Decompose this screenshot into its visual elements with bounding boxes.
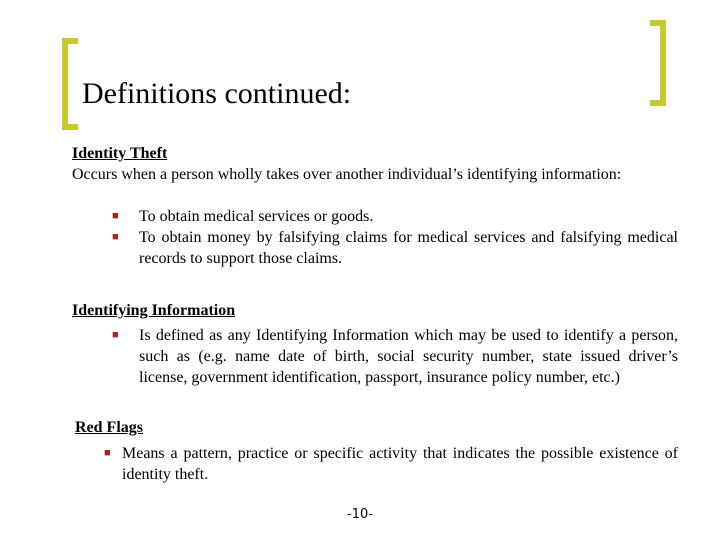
square-bullet-icon: ■ xyxy=(112,329,119,341)
square-bullet-icon: ■ xyxy=(104,447,111,459)
identifying-information-heading: Identifying Information xyxy=(72,302,236,319)
square-bullet-icon: ■ xyxy=(112,231,119,243)
bullet-text: Means a pattern, practice or specific activity that indicates the possible existence of identity theft. xyxy=(122,445,678,483)
red-flags-bullet-1 xyxy=(104,443,678,485)
bullet-text: To obtain money by falsifying claims for medical services and falsifying medical records to support those claims. xyxy=(139,229,678,267)
square-bullet-icon: ■ xyxy=(112,210,119,222)
page-number: -10- xyxy=(347,507,373,522)
identity-theft-bullet-2 xyxy=(112,227,678,269)
slide-title: Definitions continued: xyxy=(82,77,352,110)
identity-theft-heading: Identity Theft xyxy=(72,145,168,162)
bullet-text: To obtain medical services or goods. xyxy=(139,208,374,225)
right-bracket-decoration xyxy=(650,20,666,106)
bullet-text: Is defined as any Identifying Information which may be used to identify a person, such as (e.g. name date of birth, social security number, state issued driver’s license, government identification, passport, insurance policy number, etc.) xyxy=(139,327,678,386)
identifying-information-bullet-1 xyxy=(112,325,678,388)
identity-theft-intro: Occurs when a person wholly takes over another individual’s identifying information: xyxy=(72,166,622,183)
red-flags-heading: Red Flags xyxy=(75,419,143,436)
left-bracket-decoration xyxy=(62,38,78,130)
identity-theft-bullet-1 xyxy=(112,206,678,227)
